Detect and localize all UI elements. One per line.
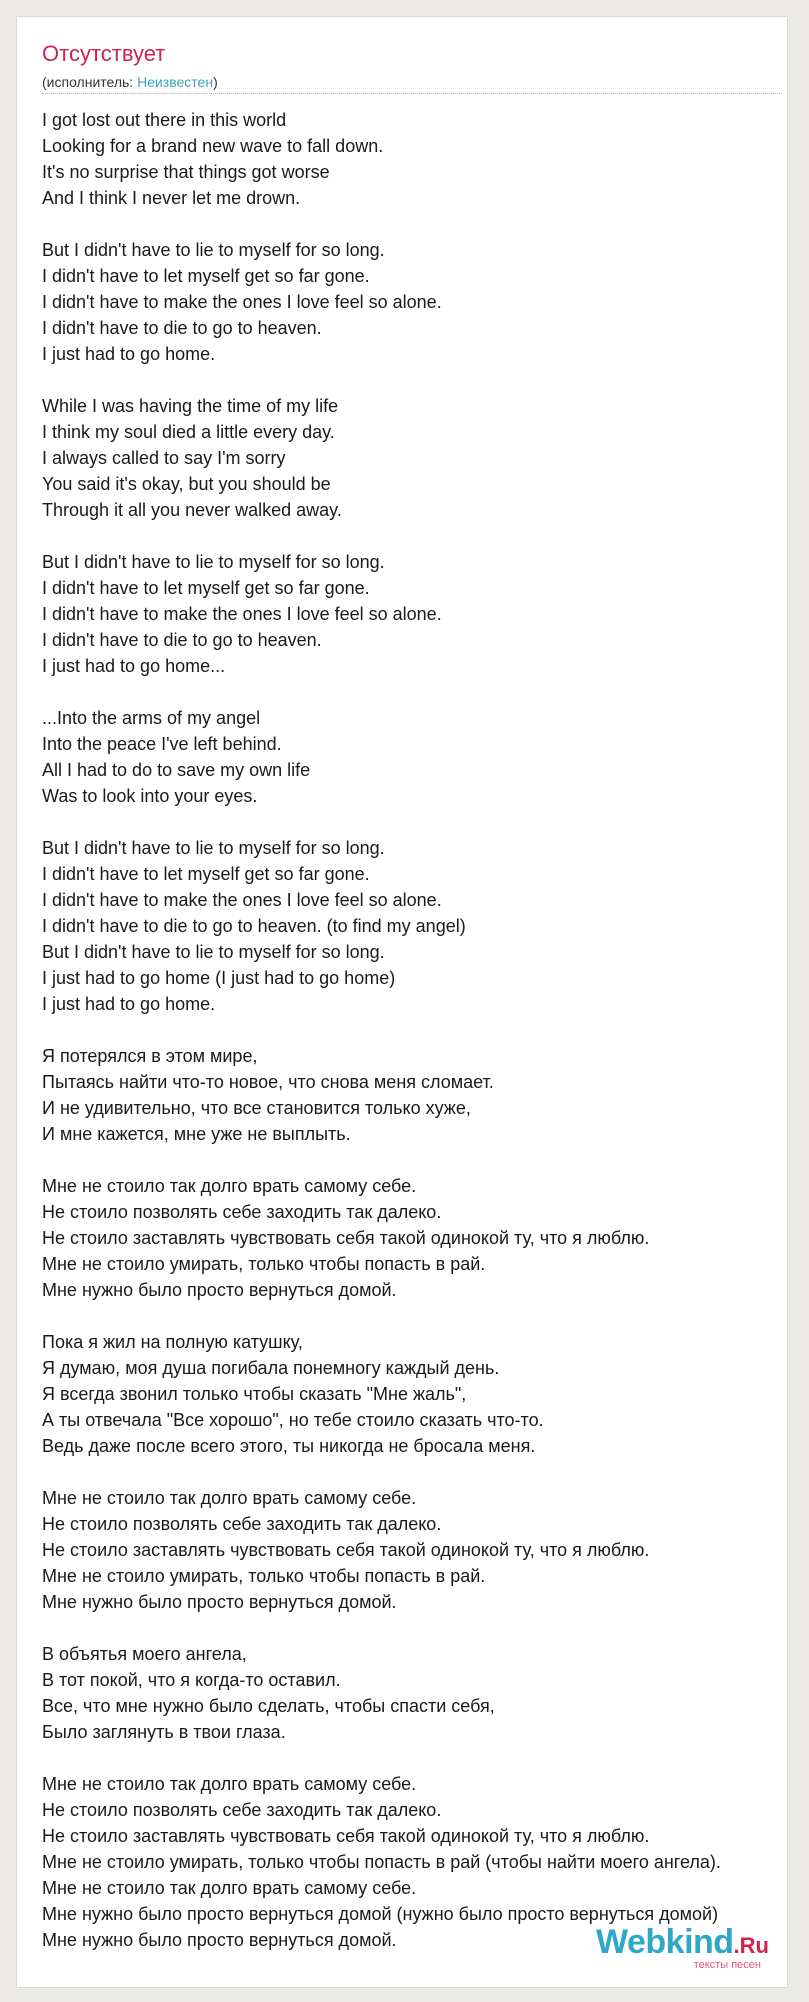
- lyrics-stanza: [42, 549, 788, 679]
- lyrics-line: Мне нужно было просто вернуться домой.: [42, 1930, 397, 1950]
- lyrics-line: You said it's okay, but you should be: [42, 474, 331, 494]
- lyrics-body: [42, 107, 788, 1953]
- lyrics-line: Не стоило позволять себе заходить так далеко.: [42, 1800, 442, 1820]
- lyrics-line: I didn't have to die to go to heaven. (to find my angel): [42, 916, 466, 936]
- lyrics-line: Looking for a brand new wave to fall down.: [42, 136, 384, 156]
- song-title: Отсутствует: [42, 41, 166, 66]
- logo-tagline: тексты песен: [693, 1959, 761, 1971]
- lyrics-stanza: [42, 237, 788, 367]
- lyrics-stanza: [42, 835, 788, 1017]
- lyrics-line: Я потерялся в этом мире,: [42, 1046, 258, 1066]
- lyrics-line: But I didn't have to lie to myself for so long.: [42, 240, 385, 260]
- lyrics-line: I always called to say I'm sorry: [42, 448, 286, 468]
- lyrics-line: В тот покой, что я когда-то оставил.: [42, 1670, 341, 1690]
- lyrics-line: But I didn't have to lie to myself for so long.: [42, 552, 385, 572]
- artist-prefix: (исполнитель:: [42, 74, 138, 90]
- lyrics-line: Все, что мне нужно было сделать, чтобы спасти себя,: [42, 1696, 495, 1716]
- webkind-logo[interactable]: [596, 1925, 769, 1971]
- lyrics-line: Into the peace I've left behind.: [42, 734, 282, 754]
- lyrics-line: Не стоило позволять себе заходить так далеко.: [42, 1202, 442, 1222]
- lyrics-line: Мне нужно было просто вернуться домой (нужно было просто вернуться домой): [42, 1904, 719, 1924]
- lyrics-line: ...Into the arms of my angel: [42, 708, 261, 728]
- lyrics-line: While I was having the time of my life: [42, 396, 339, 416]
- lyrics-line: Мне нужно было просто вернуться домой.: [42, 1592, 397, 1612]
- lyrics-line: But I didn't have to lie to myself for so long.: [42, 838, 385, 858]
- artist-link[interactable]: Неизвестен: [137, 74, 214, 90]
- lyrics-line: I just had to go home.: [42, 344, 216, 364]
- lyrics-stanza: [42, 705, 788, 809]
- lyrics-line: I didn't have to make the ones I love feel so alone.: [42, 292, 442, 312]
- lyrics-line: I didn't have to let myself get so far gone.: [42, 266, 370, 286]
- lyrics-line: Мне не стоило умирать, только чтобы попасть в рай.: [42, 1254, 486, 1274]
- lyrics-line: Не стоило заставлять чувствовать себя такой одинокой ту, что я люблю.: [42, 1540, 650, 1560]
- artist-line: [42, 74, 218, 91]
- lyrics-line: I didn't have to make the ones I love feel so alone.: [42, 604, 442, 624]
- lyrics-line: I didn't have to make the ones I love feel so alone.: [42, 890, 442, 910]
- lyrics-line: I didn't have to let myself get so far gone.: [42, 578, 370, 598]
- lyrics-line: А ты отвечала "Все хорошо", но тебе стоило сказать что-то.: [42, 1410, 544, 1430]
- lyrics-stanza: [42, 1329, 788, 1459]
- lyrics-line: It's no surprise that things got worse: [42, 162, 330, 182]
- lyrics-line: And I think I never let me drown.: [42, 188, 301, 208]
- lyrics-line: Мне не стоило так долго врать самому себе.: [42, 1488, 417, 1508]
- lyrics-line: Я думаю, моя душа погибала понемногу каждый день.: [42, 1358, 500, 1378]
- lyrics-stanza: [42, 393, 788, 523]
- lyrics-line: Не стоило позволять себе заходить так далеко.: [42, 1514, 442, 1534]
- lyrics-stanza: [42, 1641, 788, 1745]
- lyrics-card: [16, 16, 788, 1988]
- lyrics-line: Не стоило заставлять чувствовать себя такой одинокой ту, что я люблю.: [42, 1228, 650, 1248]
- lyrics-line: И не удивительно, что все становится только хуже,: [42, 1098, 471, 1118]
- lyrics-stanza: [42, 1173, 788, 1303]
- lyrics-line: I just had to go home...: [42, 656, 226, 676]
- lyrics-line: Было заглянуть в твои глаза.: [42, 1722, 286, 1742]
- lyrics-line: Не стоило заставлять чувствовать себя такой одинокой ту, что я люблю.: [42, 1826, 650, 1846]
- lyrics-line: I didn't have to let myself get so far gone.: [42, 864, 370, 884]
- lyrics-line: But I didn't have to lie to myself for so long.: [42, 942, 385, 962]
- lyrics-line: I just had to go home.: [42, 994, 216, 1014]
- lyrics-line: I think my soul died a little every day.: [42, 422, 335, 442]
- lyrics-line: Мне не стоило умирать, только чтобы попасть в рай (чтобы найти моего ангела).: [42, 1852, 721, 1872]
- lyrics-line: Through it all you never walked away.: [42, 500, 342, 520]
- lyrics-line: Мне нужно было просто вернуться домой.: [42, 1280, 397, 1300]
- lyrics-line: I got lost out there in this world: [42, 110, 287, 130]
- lyrics-line: I didn't have to die to go to heaven.: [42, 630, 322, 650]
- lyrics-line: Мне не стоило так долго врать самому себе.: [42, 1878, 417, 1898]
- title-divider: [42, 93, 782, 94]
- lyrics-line: I just had to go home (I just had to go home): [42, 968, 396, 988]
- lyrics-line: Was to look into your eyes.: [42, 786, 258, 806]
- lyrics-stanza: [42, 1485, 788, 1615]
- lyrics-line: Я всегда звонил только чтобы сказать "Мне жаль",: [42, 1384, 467, 1404]
- lyrics-line: Мне не стоило умирать, только чтобы попасть в рай.: [42, 1566, 486, 1586]
- lyrics-stanza: [42, 1043, 788, 1147]
- lyrics-line: I didn't have to die to go to heaven.: [42, 318, 322, 338]
- lyrics-line: Ведь даже после всего этого, ты никогда не бросала меня.: [42, 1436, 536, 1456]
- lyrics-line: И мне кажется, мне уже не выплыть.: [42, 1124, 351, 1144]
- lyrics-line: Мне не стоило так долго врать самому себе.: [42, 1774, 417, 1794]
- lyrics-line: All I had to do to save my own life: [42, 760, 311, 780]
- lyrics-line: Мне не стоило так долго врать самому себе.: [42, 1176, 417, 1196]
- lyrics-line: В объятья моего ангела,: [42, 1644, 247, 1664]
- logo-tld-text: .Ru: [733, 1933, 769, 1958]
- artist-suffix: ): [213, 74, 218, 90]
- lyrics-line: Пытаясь найти что-то новое, что снова меня сломает.: [42, 1072, 494, 1092]
- lyrics-stanza: [42, 107, 788, 211]
- lyrics-line: Пока я жил на полную катушку,: [42, 1332, 303, 1352]
- logo-main-text: Webkind: [596, 1923, 734, 1961]
